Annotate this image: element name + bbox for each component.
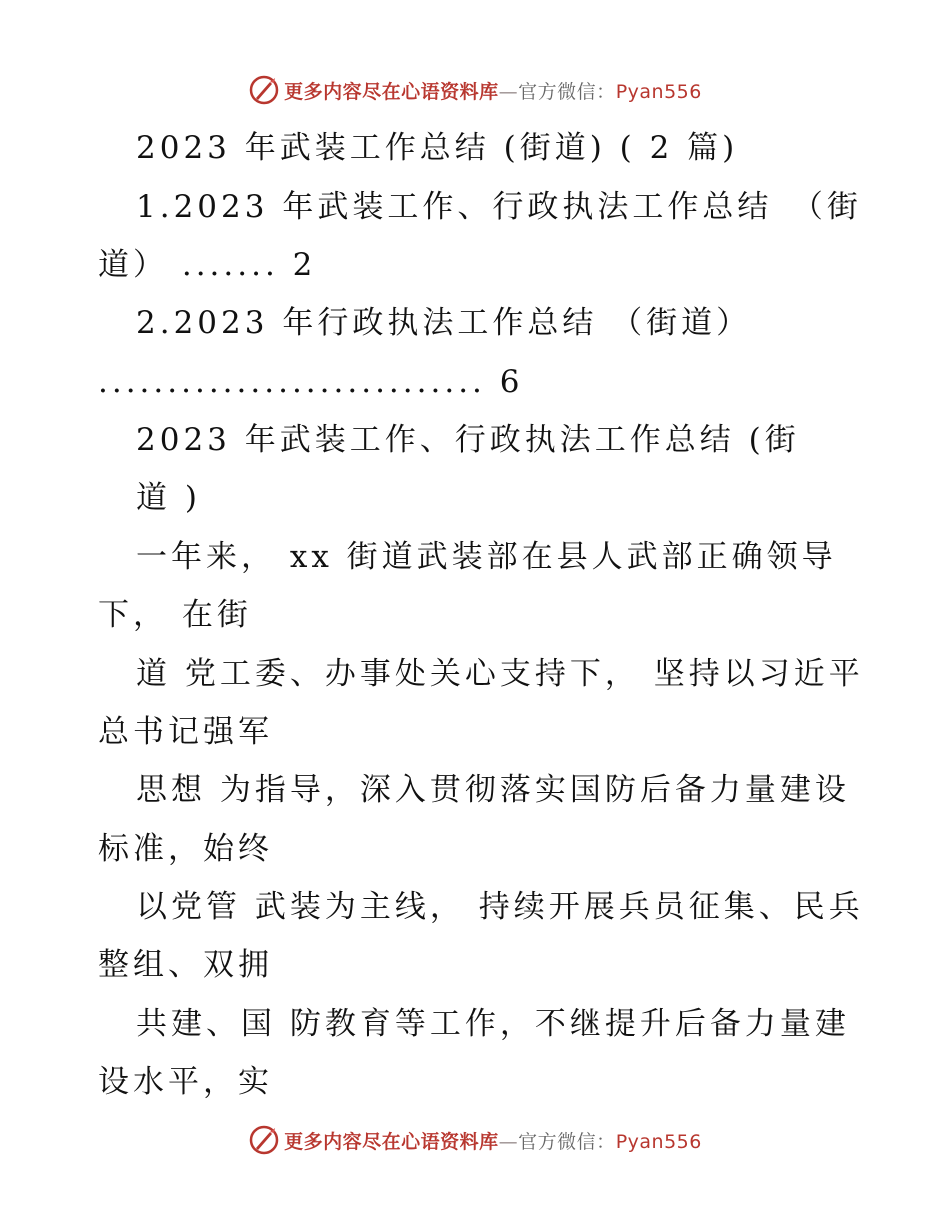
paragraph-line: 设水平，实 <box>98 1064 273 1100</box>
section-heading: 2023 年武装工作、行政执法工作总结 (街 <box>136 422 800 458</box>
paragraph-line: 共建、国 防教育等工作，不继提升后备力量建 <box>136 1006 850 1042</box>
banner-wechat-id: Pyan556 <box>615 1130 702 1153</box>
banner-wechat-label: 官方微信： <box>518 1130 616 1153</box>
banner-wechat-label: 官方微信： <box>518 80 616 103</box>
doc-title: 2023 年武装工作总结 (街道) ( 2 篇) <box>136 130 739 166</box>
paragraph-line: 整组、双拥 <box>98 947 273 983</box>
paragraph-line: 以党管 武装为主线， 持续开展兵员征集、民兵 <box>136 889 864 925</box>
banner-text <box>284 1127 702 1154</box>
banner-dash: — <box>498 80 519 103</box>
paragraph-line: 下， 在街 <box>98 597 252 633</box>
banner-site-name: 更多内容尽在心语资料库 <box>284 80 499 103</box>
paragraph-line: 思想 为指导，深入贯彻落实国防后备力量建设 <box>136 772 850 808</box>
paragraph-line: 标准，始终 <box>98 831 273 867</box>
banner-site-name: 更多内容尽在心语资料库 <box>284 1130 499 1153</box>
toc-item-1: 1.2023 年武装工作、行政执法工作总结 （街 <box>136 189 862 225</box>
toc-item-2-cont: ............................ 6 <box>98 364 524 400</box>
header-banner <box>0 70 950 110</box>
banner-text <box>284 77 702 104</box>
paragraph-line: 总书记强军 <box>98 714 273 750</box>
section-heading-cont: 道 ) <box>136 480 201 516</box>
toc-item-1-cont: 道） ....... 2 <box>98 247 317 283</box>
paragraph-line: 一年来， xx 街道武装部在县人武部正确领导 <box>136 539 837 575</box>
paragraph-line: 道 党工委、办事处关心支持下， 坚持以习近平 <box>136 656 864 692</box>
quill-circle-icon <box>248 74 280 106</box>
quill-circle-icon <box>248 1124 280 1156</box>
banner-wechat-id: Pyan556 <box>615 80 702 103</box>
banner-dash: — <box>498 1130 519 1153</box>
footer-banner <box>0 1120 950 1160</box>
toc-item-2: 2.2023 年行政执法工作总结 （街道） <box>136 305 752 341</box>
